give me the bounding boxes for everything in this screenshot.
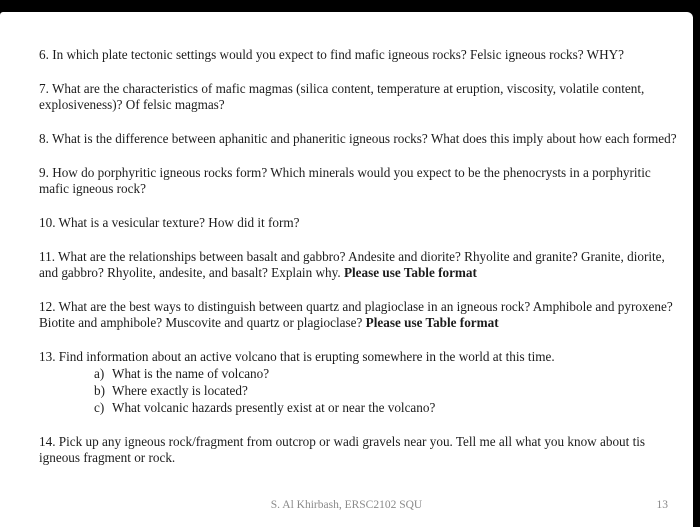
- question-13-subitems: [39, 365, 679, 416]
- page-number: 13: [656, 499, 668, 511]
- subitem-text: Where exactly is located?: [112, 383, 248, 398]
- table-format-note: Please use Table format: [365, 315, 499, 330]
- subitem-marker: b): [94, 383, 105, 398]
- question-list: [39, 47, 679, 466]
- subitem-text: What is the name of volcano?: [112, 366, 270, 381]
- question-6: [39, 47, 679, 63]
- question-8: [39, 131, 679, 147]
- question-text: 9. How do porphyritic igneous rocks form? Which minerals would you expect to be the phenocrysts in a porphyritic mafic igneous rock?: [39, 165, 651, 196]
- question-text: 7. What are the characteristics of mafic magmas (silica content, temperature at eruption, viscosity, volatile content, explosiveness)? Of felsic magmas?: [39, 81, 645, 112]
- question-text: 12. What are the best ways to distinguish between quartz and plagioclase in an igneous rock? Amphibole and pyroxene? Biotite and amphibole? Muscovite and quartz or plagioclase?: [39, 299, 673, 330]
- question-text: 14. Pick up any igneous rock/fragment from outcrop or wadi gravels near you. Tell me all what you know about tis igneous fragment or rock.: [39, 434, 646, 465]
- subitem-marker: c): [94, 400, 105, 415]
- question-11: [39, 249, 679, 281]
- question-text: 8. What is the difference between aphanitic and phaneritic igneous rocks? What does this imply about how each formed?: [39, 131, 677, 146]
- question-text: 6. In which plate tectonic settings would you expect to find mafic igneous rocks? Felsic igneous rocks? WHY?: [39, 47, 624, 62]
- question-14: [39, 434, 679, 466]
- subitem-marker: a): [94, 366, 105, 381]
- question-7: [39, 81, 679, 113]
- question-12: [39, 299, 679, 331]
- document-page: [0, 12, 693, 527]
- question-text: 11. What are the relationships between basalt and gabbro? Andesite and diorite? Rhyolite and granite? Granite, diorite, and gabbro? Rhyolite, andesite, and basalt? Explain why.: [39, 249, 665, 280]
- question-13: [39, 349, 679, 416]
- question-10: [39, 215, 679, 231]
- subitem: [39, 399, 679, 416]
- subitem-text: What volcanic hazards presently exist at or near the volcano?: [112, 400, 436, 415]
- subitem: [39, 382, 679, 399]
- question-9: [39, 165, 679, 197]
- footer-author: S. Al Khirbash, ERSC2102 SQU: [270, 499, 423, 511]
- table-format-note: Please use Table format: [343, 265, 477, 280]
- question-text: 10. What is a vesicular texture? How did it form?: [39, 215, 300, 230]
- subitem: [39, 365, 679, 382]
- question-text: 13. Find information about an active volcano that is erupting somewhere in the world at this time.: [39, 349, 555, 364]
